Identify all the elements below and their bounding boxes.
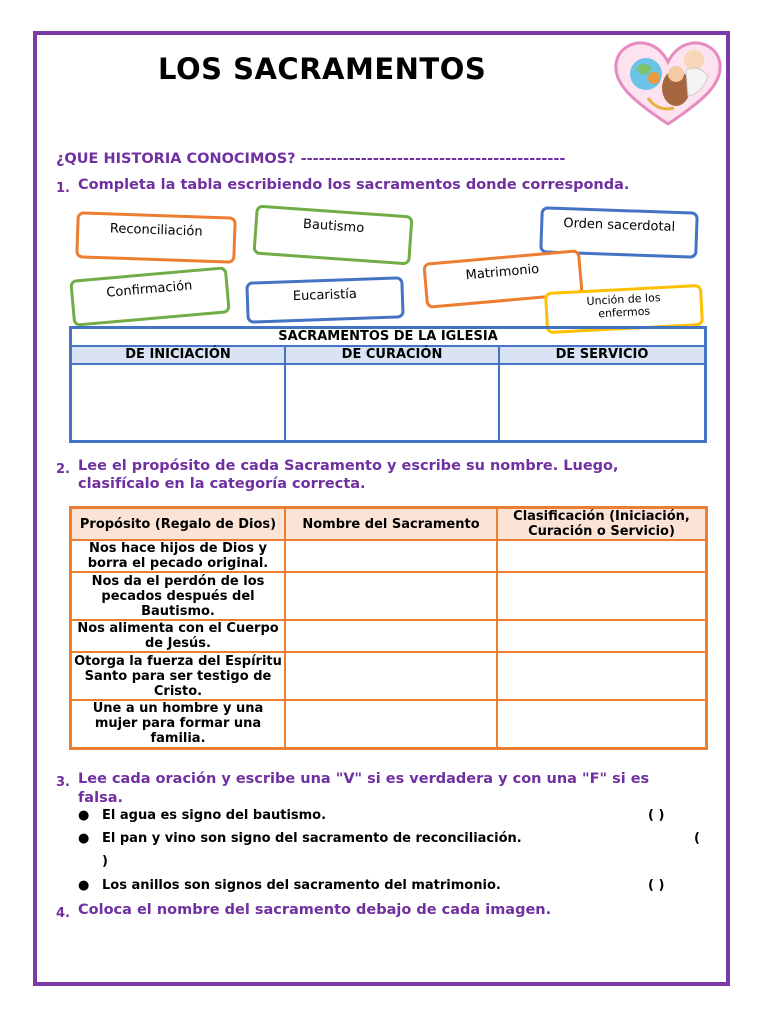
page-title: LOS SACRAMENTOS [158,52,487,86]
tag-label: Eucaristía [292,286,358,305]
sacraments-logo [612,38,724,128]
purpose-cell: Otorga la fuerza del Espíritu Santo para ser testigo de Cristo. [71,652,286,700]
statement-3: Los anillos son signos del sacramento del matrimonio. [102,878,501,893]
header-iniciacion: DE INICIACIÓN [71,346,286,364]
answer-blank-3[interactable]: ( ) [648,878,665,893]
purpose-table [69,506,708,750]
answer-blank-1[interactable]: ( ) [648,808,665,823]
q3-line2: falsa. [78,790,123,806]
tag-label: Reconciliación [109,221,203,240]
tag-label: Matrimonio [465,261,540,284]
header-proposito: Propósito (Regalo de Dios) [71,508,286,541]
tag-label: Confirmación [105,278,193,301]
name-cell[interactable] [285,652,497,700]
bullet-icon: ● [78,808,90,823]
q2-line2: clasifícalo en la categoría correcta. [78,476,366,492]
class-cell[interactable] [497,700,707,748]
cell-iniciacion[interactable] [71,364,286,442]
tag-label: Orden sacerdotal [563,216,676,235]
header-curacion: DE CURACIÓN [285,346,499,364]
tag-eucaristia[interactable] [245,276,404,323]
answer-blank-2-open[interactable]: ( [694,831,700,846]
class-cell[interactable] [497,652,707,700]
bullet-icon: ● [78,878,90,893]
name-cell[interactable] [285,620,497,652]
purpose-cell: Nos da el perdón de los pecados después del Bautismo. [71,572,286,620]
q2-number: 2. [56,462,70,477]
answer-blank-2-close[interactable]: ) [102,854,108,869]
statement-2: El pan y vino son signo del sacramento de reconciliación. [102,831,522,846]
q4-number: 4. [56,906,70,921]
header-servicio: DE SERVICIO [499,346,706,364]
statement-1: El agua es signo del bautismo. [102,808,327,823]
class-cell[interactable] [497,572,707,620]
q2-line1: Lee el propósito de cada Sacramento y escribe su nombre. Luego, [78,458,619,474]
q1-number: 1. [56,181,70,196]
header-nombre: Nombre del Sacramento [285,508,497,541]
name-cell[interactable] [285,700,497,748]
sacraments-table [69,326,707,443]
cell-servicio[interactable] [499,364,706,442]
name-cell[interactable] [285,572,497,620]
class-cell[interactable] [497,540,707,572]
q3-line1: Lee cada oración y escribe una "V" si es verdadera y con una "F" si es [78,771,650,787]
table1-title: SACRAMENTOS DE LA IGLESIA [71,328,706,346]
history-prompt: ¿QUE HISTORIA CONOCIMOS? -------------------------------------------- [56,151,566,167]
q3-number: 3. [56,775,70,790]
tag-reconciliacion[interactable] [75,211,237,264]
name-cell[interactable] [285,540,497,572]
purpose-cell: Nos hace hijos de Dios y borra el pecado original. [71,540,286,572]
purpose-cell: Une a un hombre y una mujer para formar una familia. [71,700,286,748]
tag-label: Bautismo [302,216,365,237]
q4-text: Coloca el nombre del sacramento debajo de cada imagen. [78,902,552,918]
q1-text: Completa la tabla escribiendo los sacramentos donde corresponda. [78,177,630,193]
class-cell[interactable] [497,620,707,652]
cell-curacion[interactable] [285,364,499,442]
header-clasificacion: Clasificación (Iniciación, Curación o Servicio) [497,508,707,541]
tag-label: Unción de los enfermos [586,291,661,321]
bullet-icon: ● [78,831,90,846]
purpose-cell: Nos alimenta con el Cuerpo de Jesús. [71,620,286,652]
